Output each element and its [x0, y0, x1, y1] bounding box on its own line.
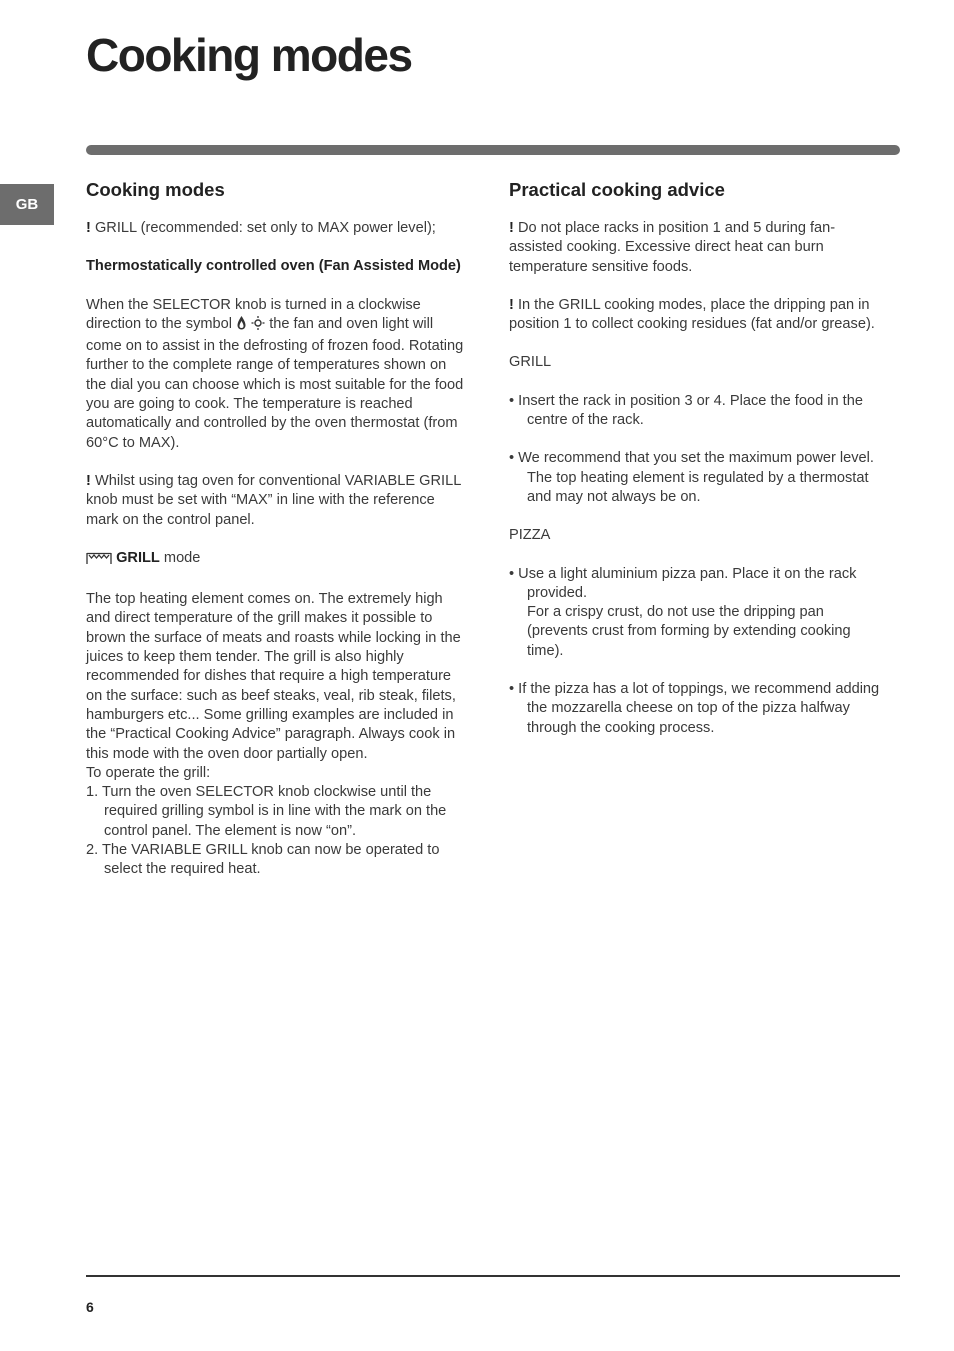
dripping-pan-note-text: In the GRILL cooking modes, place the dripping pan in position 1 to collect cooking residues (fat and/or grease). [509, 296, 875, 333]
grill-note [86, 219, 466, 238]
language-tab: GB [0, 184, 54, 225]
fan-text-part-2: the fan and oven light will come on to assist in the defrosting of frozen food. Rotating further to the complete range of temperatures shown on the dial you can choose which is most suitable for the food you are going to cook. The temperature is reached automatically and controlled by the oven thermostat (from 60°C to MAX). [86, 315, 464, 451]
exclamation-mark: ! [86, 472, 91, 489]
list-item: • If the pizza has a lot of toppings, we recommend adding the mozzarella cheese on top of the pizza halfway through the cooking process. [509, 681, 880, 736]
grill-element-icon [86, 551, 112, 571]
variable-grill-warning [86, 472, 466, 530]
header-divider-bar [86, 145, 900, 155]
grill-advice-list [509, 392, 887, 507]
fan-defrost-icon [236, 315, 247, 337]
dripping-pan-note [509, 296, 887, 335]
grill-operate-intro: To operate the grill: [86, 764, 211, 781]
page-number: 6 [86, 1299, 94, 1315]
fan-text-part-1: When the SELECTOR knob is turned in a clockwise direction to the symbol [86, 296, 421, 332]
exclamation-mark: ! [509, 220, 514, 236]
page-title: Cooking modes [86, 29, 412, 81]
rack-position-note-text: Do not place racks in position 1 and 5 during fan-assisted cooking. Excessive direct heat can burn temperature sensitive foods. [509, 220, 836, 275]
grill-steps-list [86, 783, 466, 879]
grill-note-text: GRILL (recommended: set only to MAX power level); [94, 220, 436, 236]
list-item: • We recommend that you set the maximum power level. The top heating element is regulated by a thermostat and may not always be on. [509, 450, 874, 505]
right-column [509, 178, 887, 757]
rack-position-note [509, 219, 887, 277]
grill-mode-suffix: mode [163, 549, 201, 566]
list-item: 2. The VARIABLE GRILL knob can now be operated to select the required heat. [86, 842, 440, 878]
grill-mode-label: GRILL [116, 549, 160, 566]
footer-divider [86, 1275, 900, 1277]
light-icon [251, 315, 265, 337]
list-item [509, 565, 887, 661]
pizza-bullet-1-line-b: For a crispy crust, do not use the dripping pan (prevents crust from forming by extending cooking time). [527, 604, 851, 659]
grill-mode-heading [86, 549, 466, 571]
pizza-advice-list [509, 565, 887, 738]
variable-grill-warning-text: Whilst using tag oven for conventional VARIABLE GRILL knob must be set with “MAX” in line with the reference mark on the control panel. [86, 472, 461, 528]
fan-assisted-paragraph [86, 296, 466, 453]
list-item: • Insert the rack in position 3 or 4. Place the food in the centre of the rack. [509, 392, 863, 429]
left-column [86, 178, 466, 880]
exclamation-mark: ! [86, 220, 91, 236]
pizza-bullet-1-line-a: • Use a light aluminium pizza pan. Place it on the rack provided. [509, 565, 857, 601]
pizza-label: PIZZA [509, 527, 551, 544]
section-heading-cooking-modes: Cooking modes [86, 179, 225, 200]
list-item: 1. Turn the oven SELECTOR knob clockwise until the required grilling symbol is in line with the mark on the control panel. The element is now “on”. [86, 784, 447, 839]
grill-description: The top heating element comes on. The extremely high and direct temperature of the grill makes it possible to brown the surface of meats and roasts while locking in the juices to keep them tender. The grill is also highly recommended for dishes that require a high temperature on the surface: such as beef steaks, veal, rib steak, filets, hamburgers etc... Some grilling examples are included in the “Practical Cooking Advice” paragraph. Always cook in this mode with the oven door partially open. [86, 591, 461, 762]
fan-assisted-heading: Thermostatically controlled oven (Fan Assisted Mode) [86, 258, 461, 275]
section-heading-practical-advice: Practical cooking advice [509, 179, 725, 200]
grill-label: GRILL [509, 354, 552, 371]
exclamation-mark: ! [509, 296, 514, 313]
